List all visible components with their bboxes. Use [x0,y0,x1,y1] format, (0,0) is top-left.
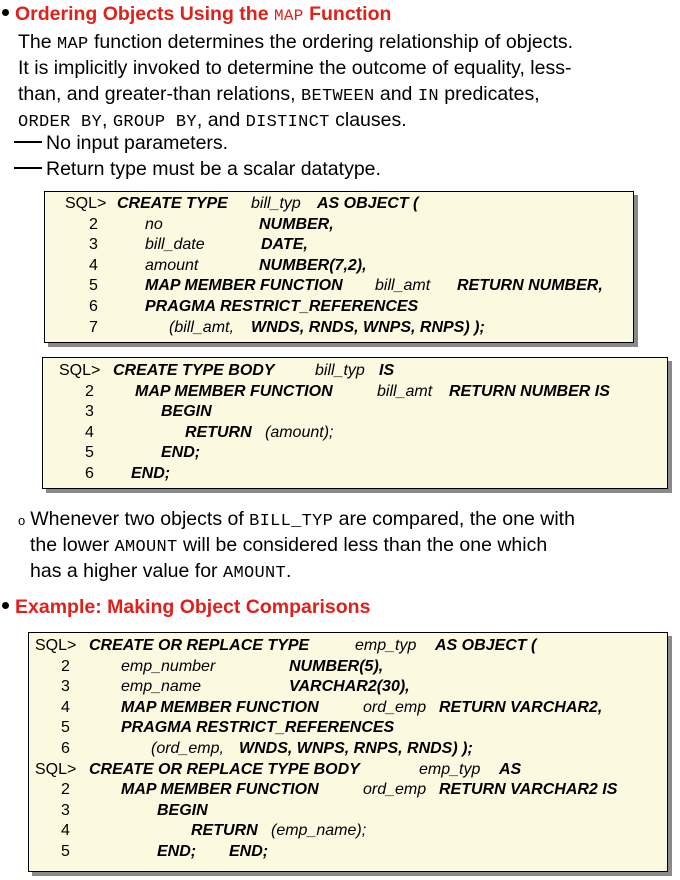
code-line: 6 END; [85,464,171,482]
code-line: 4 amount NUMBER(7,2), [89,256,367,274]
degree-bullet-icon: o [18,513,26,528]
code-line: SQL> CREATE TYPE BODY bill_typ IS [59,362,395,379]
code-line: 4 RETURN (emp_name); [61,822,367,840]
code-line: 7 (bill_amt, WNDS, RNDS, WNPS, RNPS) ); [89,318,485,336]
code-line: 3 BEGIN [85,403,212,421]
heading-text-end: Function [303,3,392,25]
code-line: 2 no NUMBER, [89,215,334,233]
bullet-icon [2,602,9,609]
code-line: 5 END; [85,444,201,462]
code-block-create-type [44,191,634,343]
code-line: 4 MAP MEMBER FUNCTION ord_emp RETURN VARCHAR2, [61,698,603,716]
code-line: 6 (ord_emp, WNDS, WNPS, RNPS, RNDS) ); [61,739,473,757]
note-line-3: has a higher value for AMOUNT. [30,560,292,583]
paragraph-line-4: ORDER BY, GROUP BY, and DISTINCT clauses. [18,109,407,132]
code-block-type-body [42,357,668,489]
dash-icon [14,167,42,169]
code-line: 5 MAP MEMBER FUNCTION bill_amt RETURN NUMBER, [89,277,603,295]
code-line: SQL> CREATE TYPE bill_typ AS OBJECT ( [65,195,419,212]
section-heading-example: Example: Making Object Comparisons [2,596,370,619]
note-line-2: the lower AMOUNT will be considered less than the one which [30,534,548,557]
section-heading-map-function [2,3,391,26]
heading-text: Ordering Objects Using the [15,3,274,25]
code-line: 5 END; END; [61,842,269,860]
code-line: 2 MAP MEMBER FUNCTION bill_amt RETURN NUMBER IS [85,382,610,400]
paragraph-line-1: The MAP function determines the ordering relationship of objects. [18,31,574,54]
code-line: 4 RETURN (amount); [85,423,334,441]
dash-icon [14,141,42,143]
code-block-emp-type [28,632,668,872]
heading-code: MAP [273,7,304,25]
code-line: 2 emp_number NUMBER(5), [61,657,384,675]
dash-item-return-type: Return type must be a scalar datatype. [14,158,381,181]
code-line: 2 MAP MEMBER FUNCTION ord_emp RETURN VARCHAR2 IS [61,781,618,799]
code-line: 3 BEGIN [61,801,208,819]
code-line: SQL> CREATE OR REPLACE TYPE BODY emp_typ AS [35,760,522,778]
bullet-icon [2,9,9,16]
code-line: SQL> CREATE OR REPLACE TYPE emp_typ AS OBJECT ( [35,637,537,654]
paragraph-line-3: than, and greater-than relations, BETWEEN and IN predicates, [18,83,540,106]
code-line: 6 PRAGMA RESTRICT_REFERENCES [89,297,419,315]
code-line: 5 PRAGMA RESTRICT_REFERENCES [61,719,395,737]
paragraph-line-2: It is implicitly invoked to determine the outcome of equality, less- [18,57,572,79]
code-line: 3 bill_date DATE, [89,236,308,254]
dash-item-no-input: No input parameters. [14,132,228,155]
code-line: 3 emp_name VARCHAR2(30), [61,678,410,696]
note-line-1: $^o$ Whenever two objects of BILL_TYP are compared, the one with [18,508,575,531]
